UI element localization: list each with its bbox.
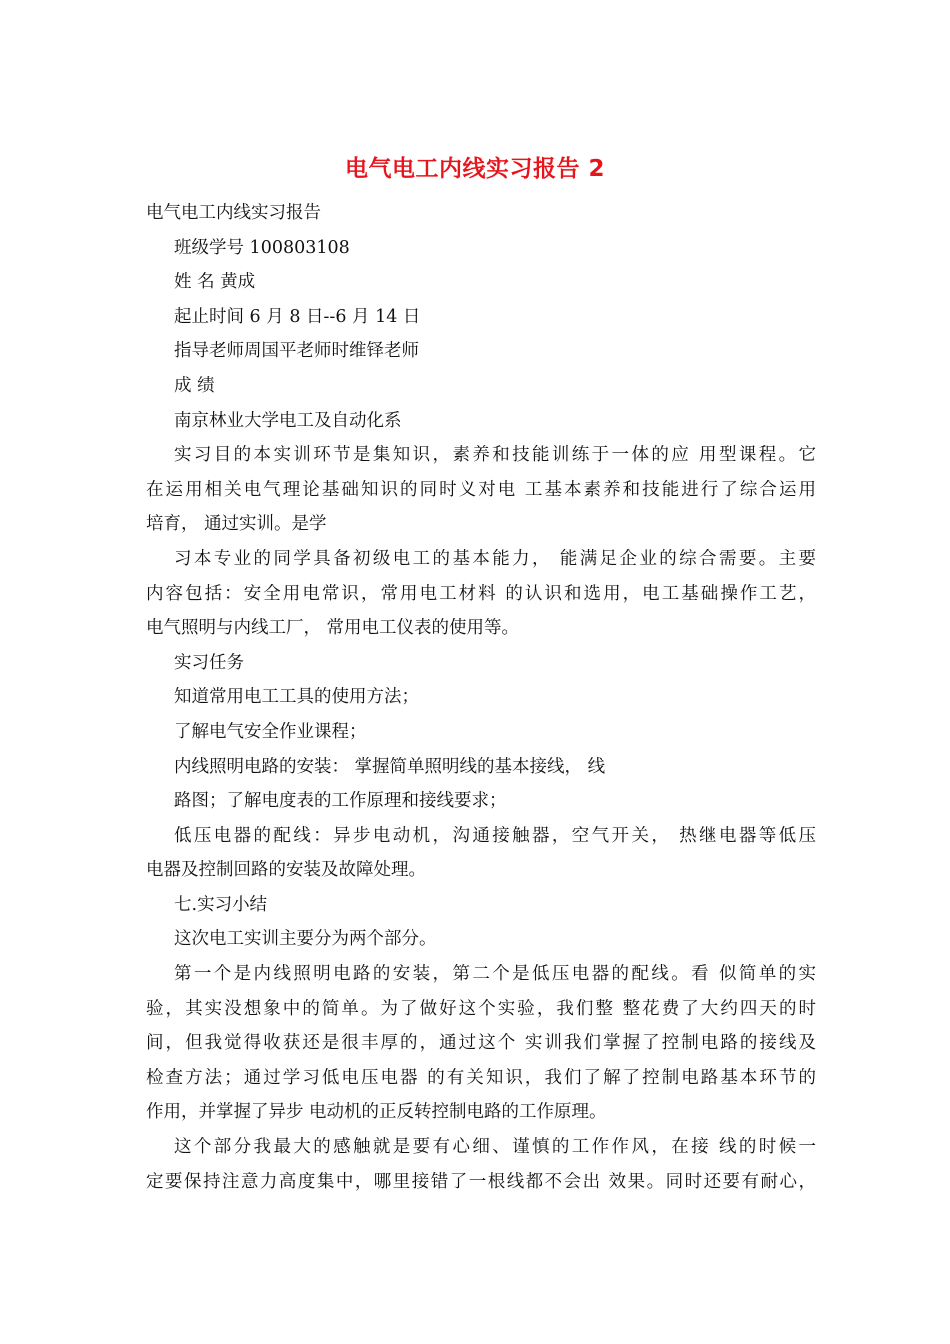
text-line: 了解电气安全作业课程； [174, 721, 367, 742]
text-line: 电器及控制回路的安装及故障处理。 [146, 860, 426, 881]
text-line: 内线照明电路的安装： 掌握简单照明线的基本接线， 线 [174, 756, 606, 777]
text-line: 指导老师周国平老师时维铎老师 [174, 341, 419, 362]
text-line: 验，其实没想象中的简单。为了做好这个实验，我们整 整花费了大约四天的时 [146, 998, 816, 1019]
document-title: 电气电工内线实习报告 2 [344, 156, 605, 182]
text-line: 作用，并掌握了异步 电动机的正反转控制电路的工作原理。 [146, 1102, 607, 1123]
text-line: 姓 名 黄成 [174, 272, 256, 293]
text-line: 培育， 通过实训。是学 [146, 514, 327, 535]
text-line: 这次电工实训主要分为两个部分。 [174, 929, 437, 950]
text-line: 定要保持注意力高度集中，哪里接错了一根线都不会出 效果。同时还要有耐心， [146, 1171, 816, 1192]
text-line: 习本专业的同学具备初级电工的基本能力， 能满足企业的综合需要。主要 [174, 548, 816, 569]
text-line: 在运用相关电气理论基础知识的同时义对电 工基本素养和技能进行了综合运用 [146, 479, 816, 500]
text-line: 七.实习小结 [174, 894, 268, 915]
text-line: 路图；了解电度表的工作原理和接线要求； [174, 791, 507, 812]
text-line: 实习任务 [174, 652, 244, 673]
text-line: 班级学号 100803108 [174, 237, 350, 258]
text-line: 低压电器的配线：异步电动机，沟通接触器，空气开关， 热继电器等低压 [174, 825, 816, 846]
text-line: 内容包括：安全用电常识，常用电工材料 的认识和选用，电工基础操作工艺， [146, 583, 816, 604]
text-line: 这个部分我最大的感触就是要有心细、谨慎的工作作风，在接 线的时候一 [174, 1137, 816, 1158]
text-line: 间，但我觉得收获还是很丰厚的，通过这个 实训我们掌握了控制电路的接线及 [146, 1033, 816, 1054]
text-line: 第一个是内线照明电路的安装，第二个是低压电器的配线。看 似简单的实 [174, 964, 816, 985]
text-line: 电气照明与内线工厂， 常用电工仪表的使用等。 [146, 618, 520, 639]
text-line: 南京林业大学电工及自动化系 [174, 410, 402, 431]
text-line: 电气电工内线实习报告 [146, 203, 321, 223]
text-line: 知道常用电工工具的使用方法； [174, 687, 419, 708]
text-line: 检查方法；通过学习低电压电器 的有关知识，我们了解了控制电路基本环节的 [146, 1067, 816, 1088]
text-line: 实习目的本实训环节是集知识，素养和技能训练于一体的应 用型课程。它 [174, 445, 816, 466]
text-line: 起止时间 6 月 8 日--6 月 14 日 [174, 306, 421, 327]
text-line: 成 绩 [174, 375, 215, 396]
document-body [146, 196, 816, 1199]
